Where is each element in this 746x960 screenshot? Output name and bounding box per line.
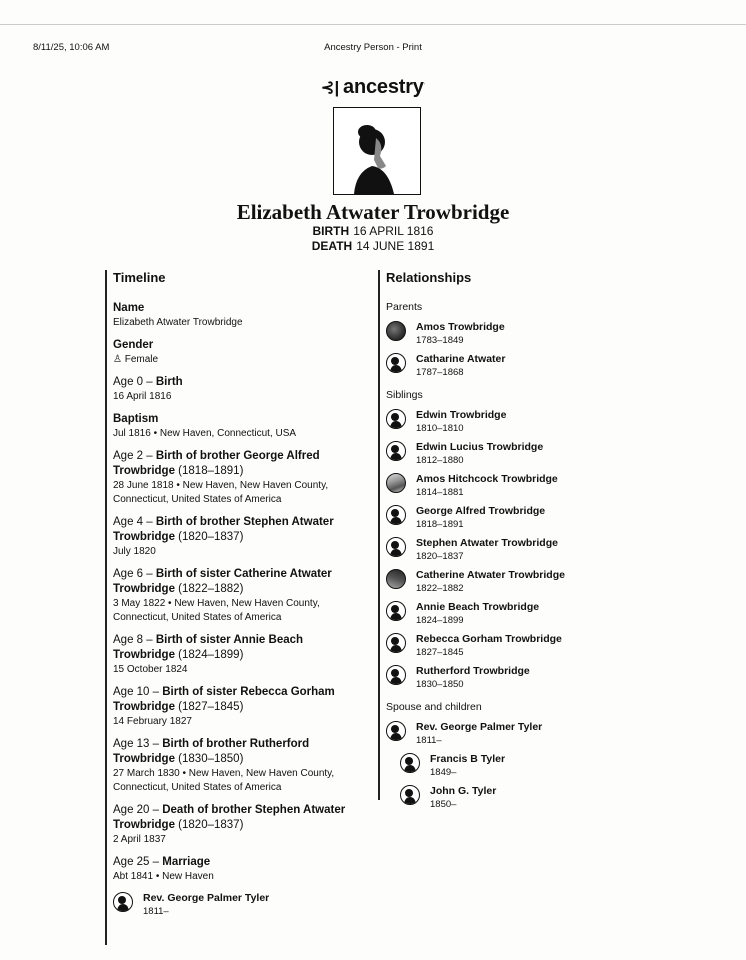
event-age: Age 13 – (113, 738, 163, 750)
relative-dates: 1820–1837 (416, 551, 464, 562)
female-silhouette-icon (334, 108, 420, 194)
event-years: (1818–1891) (174, 465, 244, 477)
event-heading (113, 515, 358, 545)
profile-portrait (333, 107, 421, 195)
timeline-event (113, 567, 358, 625)
avatar-silhouette-icon (113, 892, 133, 912)
event-detail: 15 October 1824 (113, 664, 188, 675)
event-detail (113, 353, 358, 367)
event-age: Age 4 – (113, 516, 156, 528)
relative-entry[interactable] (400, 753, 636, 779)
ancestry-logo (0, 76, 746, 99)
relationships-heading: Relationships (386, 270, 472, 285)
timeline-divider (105, 270, 107, 945)
relative-name: Rebecca Gorham Trowbridge (416, 633, 562, 645)
event-detail: Abt 1841 • New Haven (113, 871, 214, 882)
person-icon: ♙ (113, 354, 125, 365)
timeline-section (113, 270, 358, 924)
event-heading (113, 633, 358, 663)
event-title: Death of brother Stephen Atwater Trowbridge (113, 804, 346, 831)
avatar-silhouette-icon (386, 665, 406, 685)
timeline-event (113, 737, 358, 795)
relative-text (416, 537, 558, 563)
relative-entry[interactable] (386, 665, 636, 691)
event-age: Age 6 – (113, 568, 156, 580)
event-years: (1827–1845) (174, 701, 244, 713)
birth-value: 16 APRIL 1816 (353, 224, 434, 238)
event-title: Birth of sister Rebecca Gorham Trowbridge (113, 686, 335, 713)
avatar-photo-icon (386, 473, 406, 493)
timeline-event (113, 685, 358, 729)
birth-label: BIRTH (312, 224, 350, 238)
event-age: Age 0 – (113, 376, 156, 388)
event-detail: 2 April 1837 (113, 834, 166, 845)
event-title: Birth of brother George Alfred Trowbridge (113, 450, 320, 477)
event-heading (113, 338, 358, 353)
person-name: Elizabeth Atwater Trowbridge (236, 200, 510, 224)
death-line (0, 239, 746, 253)
event-title: Birth of brother Stephen Atwater Trowbridge (113, 516, 334, 543)
event-heading (113, 855, 358, 870)
event-title: Birth of sister Catherine Atwater Trowbridge (113, 568, 332, 595)
event-detail: 14 February 1827 (113, 716, 192, 727)
event-heading (113, 449, 358, 479)
relative-text (416, 569, 565, 595)
event-years: (1830–1850) (174, 753, 244, 765)
timeline-event (113, 855, 358, 884)
top-border (0, 24, 746, 25)
avatar-photo-icon (386, 569, 406, 589)
relative-dates: 1822–1882 (416, 583, 464, 594)
event-years: (1824–1899) (174, 649, 244, 661)
relative-name: Catharine Atwater (416, 353, 506, 365)
avatar-silhouette-icon (386, 441, 406, 461)
relative-text (416, 321, 505, 347)
event-age: Age 2 – (113, 450, 156, 462)
event-detail: 16 April 1816 (113, 391, 172, 402)
timeline-event (113, 375, 358, 404)
avatar-silhouette-icon (400, 785, 420, 805)
relative-name: John G. Tyler (430, 785, 497, 797)
siblings-label: Siblings (386, 389, 423, 401)
relative-text (416, 665, 530, 691)
event-title: Birth of brother Rutherford Trowbridge (113, 738, 310, 765)
spouse-dates: 1811– (143, 906, 169, 917)
parents-list (386, 321, 636, 379)
event-title: Gender (113, 339, 154, 351)
relative-name: Annie Beach Trowbridge (416, 601, 540, 613)
timeline-event (113, 449, 358, 507)
timeline-event (113, 338, 358, 367)
relative-entry[interactable] (386, 633, 636, 659)
event-age: Age 8 – (113, 634, 156, 646)
print-date: 8/11/25, 10:06 AM (33, 42, 110, 53)
relative-dates: 1850– (430, 799, 457, 810)
relative-text (416, 441, 543, 467)
relative-entry[interactable] (386, 537, 636, 563)
relative-entry[interactable] (386, 409, 636, 435)
event-heading (113, 803, 358, 833)
avatar-silhouette-icon (386, 721, 406, 741)
event-heading (113, 412, 358, 427)
children-list (400, 753, 636, 811)
timeline-event (113, 633, 358, 677)
relationships-section (386, 270, 636, 817)
logo-text: ancestry (343, 76, 424, 98)
avatar-photo-icon (386, 321, 406, 341)
relative-dates: 1783–1849 (416, 335, 464, 346)
event-heading (113, 567, 358, 597)
timeline-heading: Timeline (113, 270, 166, 285)
relationships-divider (378, 270, 380, 800)
relative-name: Francis B Tyler (430, 753, 506, 765)
avatar-silhouette-icon (400, 753, 420, 773)
event-years: (1820–1837) (174, 531, 244, 543)
event-title: Baptism (113, 413, 159, 425)
gender-value: Female (124, 354, 159, 365)
relative-name: Amos Hitchcock Trowbridge (416, 473, 558, 485)
marriage-spouse[interactable] (113, 892, 358, 918)
relative-text (430, 785, 496, 811)
relative-entry[interactable] (400, 785, 636, 811)
trademark-mark: · (423, 81, 426, 88)
relative-name: George Alfred Trowbridge (416, 505, 546, 517)
relative-dates: 1818–1891 (416, 519, 464, 530)
timeline-event (113, 412, 358, 441)
relative-entry[interactable] (386, 321, 636, 347)
relative-entry[interactable] (386, 353, 636, 379)
parents-label: Parents (386, 301, 423, 313)
relative-dates: 1812–1880 (416, 455, 464, 466)
event-heading (113, 685, 358, 715)
avatar-silhouette-icon (386, 409, 406, 429)
event-age: Age 25 – (113, 856, 163, 868)
relative-name: Edwin Trowbridge (416, 409, 507, 421)
relative-dates: 1824–1899 (416, 615, 464, 626)
relative-entry[interactable] (386, 505, 636, 531)
relative-entry[interactable] (386, 569, 636, 595)
relative-text (430, 753, 505, 779)
event-age: Age 10 – (113, 686, 163, 698)
relative-dates: 1787–1868 (416, 367, 464, 378)
relative-name: Edwin Lucius Trowbridge (416, 441, 544, 453)
event-detail: 28 June 1818 • New Haven, New Haven County, Connecticut, United States of America (113, 480, 329, 505)
relative-text (416, 473, 558, 499)
avatar-silhouette-icon (386, 353, 406, 373)
event-detail: Jul 1816 • New Haven, Connecticut, USA (113, 428, 297, 439)
timeline-event (113, 515, 358, 559)
death-value: 14 JUNE 1891 (356, 239, 435, 253)
spouse-children-label: Spouse and children (386, 701, 482, 713)
relative-name: Rutherford Trowbridge (416, 665, 530, 677)
print-title: Ancestry Person - Print (324, 42, 422, 53)
relative-text (416, 409, 506, 435)
avatar-silhouette-icon (386, 633, 406, 653)
relative-text (416, 601, 539, 627)
event-heading (113, 375, 358, 390)
event-detail: Elizabeth Atwater Trowbridge (113, 317, 243, 328)
avatar-silhouette-icon (386, 505, 406, 525)
event-title: Marriage (162, 856, 211, 868)
relative-entry[interactable] (386, 473, 636, 499)
ancestry-leaf-icon: ⊰| (320, 78, 340, 97)
relative-dates: 1830–1850 (416, 679, 464, 690)
event-heading (113, 737, 358, 767)
relative-name: Rev. George Palmer Tyler (416, 721, 543, 733)
timeline-events (113, 301, 358, 884)
spouse-block (386, 721, 636, 747)
relative-text (416, 721, 542, 747)
event-age: Age 20 – (113, 804, 163, 816)
event-title: Name (113, 302, 145, 314)
relative-entry[interactable] (386, 441, 636, 467)
relative-text (416, 633, 562, 659)
relative-dates: 1849– (430, 767, 457, 778)
event-detail: 27 March 1830 • New Haven, New Haven County, Connecticut, United States of America (113, 768, 335, 793)
relative-dates: 1827–1845 (416, 647, 464, 658)
relative-text (416, 505, 545, 531)
relative-name: Stephen Atwater Trowbridge (416, 537, 558, 549)
relative-dates: 1811– (416, 735, 442, 746)
relative-entry[interactable] (386, 601, 636, 627)
timeline-event (113, 301, 358, 330)
siblings-list (386, 409, 636, 691)
event-heading (113, 301, 358, 316)
event-title: Birth (155, 376, 183, 388)
relative-text (416, 353, 505, 379)
avatar-silhouette-icon (386, 601, 406, 621)
timeline-event (113, 803, 358, 847)
event-title: Birth of sister Annie Beach Trowbridge (113, 634, 304, 661)
relative-dates: 1814–1881 (416, 487, 464, 498)
relative-name: Catherine Atwater Trowbridge (416, 569, 565, 581)
event-years: (1822–1882) (174, 583, 244, 595)
relative-entry[interactable] (386, 721, 636, 747)
event-detail: 3 May 1822 • New Haven, New Haven County, Connecticut, United States of America (113, 598, 320, 623)
birth-line (0, 224, 746, 238)
event-years: (1820–1837) (174, 819, 244, 831)
relative-name: Amos Trowbridge (416, 321, 505, 333)
event-detail: July 1820 (113, 546, 156, 557)
relative-dates: 1810–1810 (416, 423, 464, 434)
avatar-silhouette-icon (386, 537, 406, 557)
death-label: DEATH (311, 239, 353, 253)
spouse-name: Rev. George Palmer Tyler (143, 892, 270, 904)
